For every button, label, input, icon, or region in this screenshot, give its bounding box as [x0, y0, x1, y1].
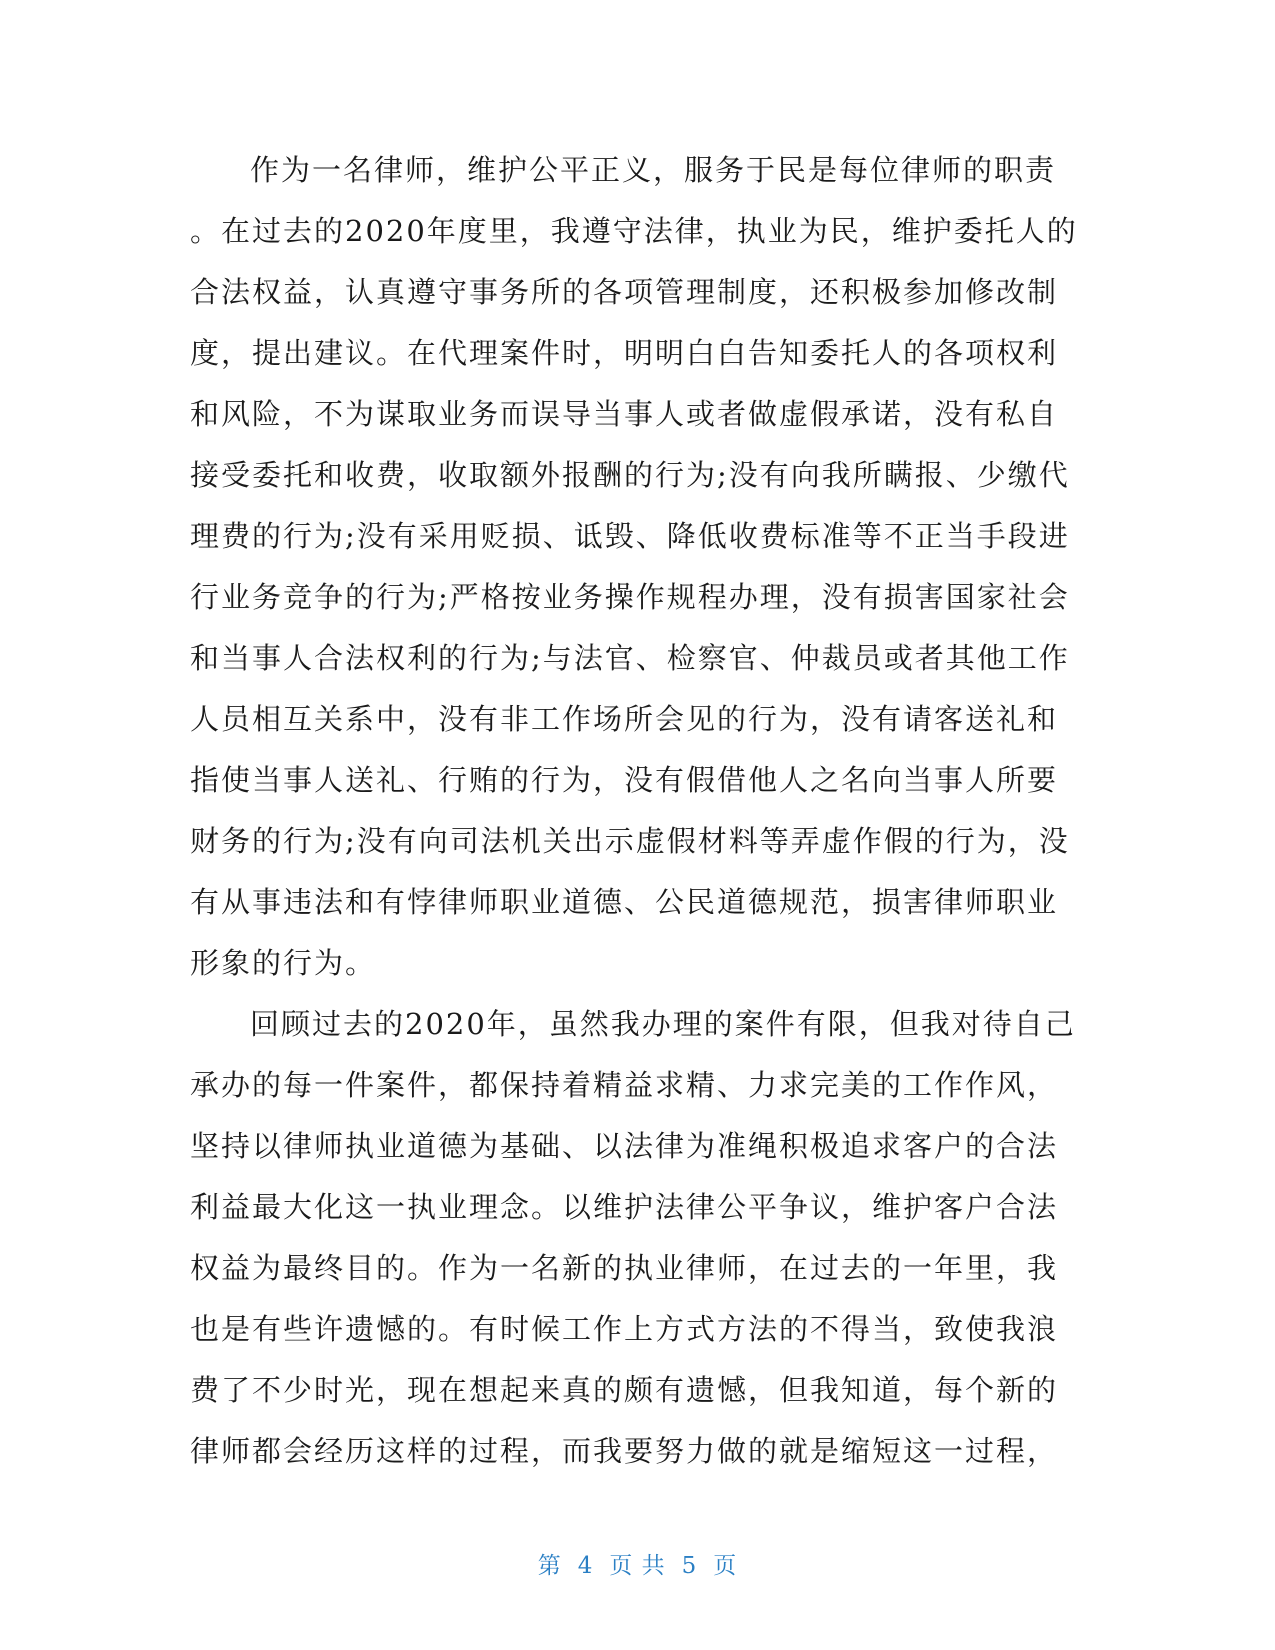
- text-line: 人员相互关系中，没有非工作场所会见的行为，没有请客送礼和: [190, 702, 1059, 736]
- text-line: 度，提出建议。在代理案件时，明明白白告知委托人的各项权利: [190, 336, 1059, 370]
- current-page-number: 4: [577, 1553, 594, 1579]
- text-line: 理费的行为;没有采用贬损、诋毁、降低收费标准等不正当手段进: [190, 519, 1070, 553]
- text-line: 费了不少时光，现在想起来真的颇有遗憾，但我知道，每个新的: [190, 1373, 1059, 1407]
- total-pages-number: 5: [681, 1553, 698, 1579]
- text-line: 承办的每一件案件，都保持着精益求精、力求完美的工作作风，: [190, 1068, 1059, 1102]
- body-text: [190, 140, 1078, 1482]
- text-line: 有从事违法和有悖律师职业道德、公民道德规范，损害律师职业: [190, 885, 1059, 919]
- footer-prefix: 第: [537, 1553, 562, 1579]
- text-line: 坚持以律师执业道德为基础、以法律为准绳积极追求客户的合法: [190, 1129, 1059, 1163]
- text-line: 也是有些许遗憾的。有时候工作上方式方法的不得当，致使我浪: [190, 1312, 1059, 1346]
- text-line: 作为一名律师，维护公平正义，服务于民是每位律师的职责: [250, 153, 1057, 187]
- footer-suffix: 页: [713, 1553, 738, 1579]
- page-footer: [0, 1547, 1275, 1580]
- text-line: 。在过去的2020年度里，我遵守法律，执业为民，维护委托人的: [190, 214, 1078, 248]
- text-line: 律师都会经历这样的过程，而我要努力做的就是缩短这一过程，: [190, 1434, 1059, 1468]
- text-line: 合法权益，认真遵守事务所的各项管理制度，还积极参加修改制: [190, 275, 1059, 309]
- paragraph-1: [190, 140, 1078, 994]
- text-line: 形象的行为。: [190, 946, 377, 980]
- text-line: 接受委托和收费，收取额外报酬的行为;没有向我所瞒报、少缴代: [190, 458, 1070, 492]
- text-line: 和风险，不为谋取业务而误导当事人或者做虚假承诺，没有私自: [190, 397, 1059, 431]
- text-line: 权益为最终目的。作为一名新的执业律师，在过去的一年里，我: [190, 1251, 1059, 1285]
- footer-middle: 页 共: [609, 1553, 666, 1579]
- text-line: 回顾过去的2020年，虽然我办理的案件有限，但我对待自己: [250, 1007, 1076, 1041]
- text-line: 财务的行为;没有向司法机关出示虚假材料等弄虚作假的行为，没: [190, 824, 1070, 858]
- paragraph-2: [190, 994, 1076, 1482]
- text-line: 和当事人合法权利的行为;与法官、检察官、仲裁员或者其他工作: [190, 641, 1070, 675]
- text-line: 行业务竞争的行为;严格按业务操作规程办理，没有损害国家社会: [190, 580, 1070, 614]
- text-line: 指使当事人送礼、行贿的行为，没有假借他人之名向当事人所要: [190, 763, 1059, 797]
- text-line: 利益最大化这一执业理念。以维护法律公平争议，维护客户合法: [190, 1190, 1059, 1224]
